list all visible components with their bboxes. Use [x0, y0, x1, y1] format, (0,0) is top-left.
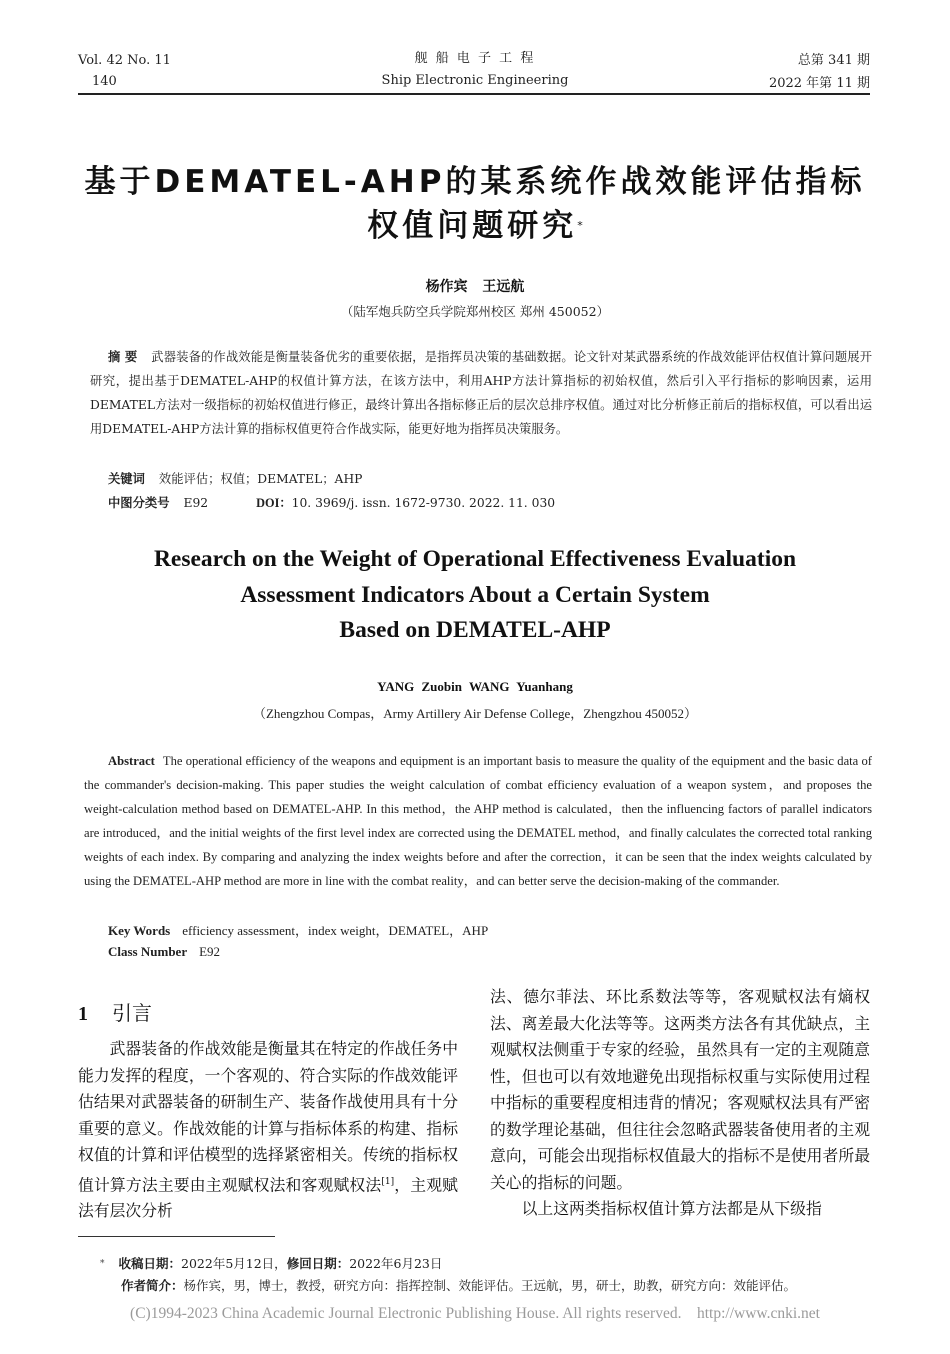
classification-cn-label: 中图分类号 [108, 496, 170, 510]
issue-total: 总第 341 期 [797, 53, 870, 68]
header-rule [78, 93, 870, 95]
keywords-en-label: Key Words [108, 923, 171, 938]
page-number: 140 [92, 74, 117, 89]
received-date: 2022年5月12日， [181, 1256, 287, 1271]
class-number-en [108, 944, 220, 960]
keywords-en-text: efficiency assessment，index weight，DEMATEL，AHP [182, 923, 489, 938]
section-1-number: 1 [78, 1003, 88, 1025]
doi-label: DOI： [256, 496, 292, 510]
body-left-paragraph: 武器装备的作战效能是衡量其在特定的作战任务中能力发挥的程度，一个客观的、符合实际的作战效能评估结果对武器装备的研制生产、装备作战使用具有十分重要的意义。作战效能的计算与指标体系的构建、指标权值的计算和评估模型的选择紧密相关。传统的指标权值计算方法主要由主观赋权法和客观赋权法[1]，主观赋法有层次分析 [78, 1039, 458, 1221]
copyright-line: (C)1994-2023 China Academic Journal Electronic Publishing House. All rights reserved. http://www.cnki.net [130, 1305, 820, 1322]
revised-date: 2022年6月23日 [349, 1256, 443, 1271]
classification-cn [108, 491, 555, 515]
journal-name-cn: 舰 船 电 子 工 程 [414, 51, 536, 66]
issue-date: 2022 年第 11 期 [768, 76, 870, 91]
citation-1: [1] [381, 1176, 395, 1187]
abstract-cn [90, 345, 872, 441]
footnote-star: * [100, 1259, 105, 1269]
classification-cn-value: E92 [183, 496, 209, 510]
keywords-en [108, 920, 488, 939]
abstract-en-text: The operational efficiency of the weapons and equipment is an important basis to measure the quality of the equipment and the basic data of the commander's decision-making. This paper studies the weight calculation of combat efficiency evaluation of a weapon system，and proposes the weight-calculation method based on DEMATEL-AHP. In this method，the AHP method is calculated，then the influencing factors of parallel indicators are introduced，and the initial weights of the first level index are corrected using the DEMATEL method，and finally calculates the corrected total ranking weights of each index. By comparing and analyzing the index weights before and after the correction，it can be seen that the index weights calculated by using the DEMATEL-AHP method are more in line with the combat reality，and can better serve the decision-making of the commander. [84, 754, 872, 888]
title-en [40, 542, 910, 649]
doi-value: 10. 3969/j. issn. 1672-9730. 2022. 11. 030 [291, 496, 556, 510]
title-cn-line2: 权值问题研究* [367, 208, 583, 244]
volume-number: Vol. 42 No. 11 [78, 53, 171, 68]
abstract-en-label: Abstract [108, 754, 155, 768]
body-left-column [78, 1036, 458, 1225]
keywords-cn-text: 效能评估；权值；DEMATEL；AHP [158, 472, 363, 486]
authors-en: YANG Zuobin WANG Yuanhang [377, 679, 573, 694]
title-en-line2: Assessment Indicators About a Certain System [240, 581, 710, 608]
affiliation-en: （Zhengzhou Compas，Army Artillery Air Defense College，Zhengzhou 450052） [252, 706, 698, 721]
revised-label: 修回日期： [286, 1256, 350, 1271]
body-right-paragraph-1: 法、德尔菲法、环比系数法等等，客观赋权法有熵权法、离差最大化法等等。这两类方法各有其优缺点，主观赋权法侧重于专家的经验，虽然具有一定的主观随意性，但也可以有效地避免出现指标权重与实际使用过程中指标的重要程度相违背的情况；客观赋权法具有严密的数学理论基础，但往往会忽略武器装备使用者的主观意向，可能会出现指标权值最大的指标不是使用者所最关心的指标的问题。 [490, 987, 870, 1192]
abstract-cn-label: 摘 要 [108, 350, 138, 364]
abstract-en [84, 749, 872, 893]
bio-label: 作者简介： [121, 1278, 184, 1293]
title-footnote-mark: * [577, 219, 583, 232]
section-1-heading [78, 997, 152, 1026]
class-number-label: Class Number [108, 944, 188, 959]
keywords-cn [108, 467, 362, 491]
abstract-cn-text: 武器装备的作战效能是衡量装备优劣的重要依据，是指挥员决策的基础数据。论文针对某武器系统的作战效能评估权值计算问题展开研究，提出基于DEMATEL-AHP的权值计算方法，在该方法中，利用AHP方法计算指标的初始权值，然后引入平行指标的影响因素，运用DEMATEL方法对一级指标的初始权值进行修正，最终计算出各指标修正后的层次总排序权值。通过对比分析修正前后的指标权值，可以看出运用DEMATEL-AHP方法计算的指标权值更符合作战实际，能更好地为指挥员决策服务。 [90, 350, 872, 436]
affiliation-cn: （陆军炮兵防空兵学院郑州校区 郑州 450052） [340, 304, 610, 319]
journal-name-en: Ship Electronic Engineering [381, 73, 569, 88]
authors-cn: 杨作宾 王远航 [425, 279, 525, 295]
title-en-line1: Research on the Weight of Operational Effectiveness Evaluation [153, 546, 797, 572]
body-right-column [490, 984, 870, 1223]
title-cn-line1: 基于DEMATEL-AHP的某系统作战效能评估指标 [84, 164, 866, 200]
footnote-rule [78, 1236, 275, 1237]
class-number-value: E92 [199, 944, 221, 959]
footnote-bio [121, 1277, 796, 1295]
received-label: 收稿日期： [118, 1256, 182, 1271]
keywords-cn-label: 关键词 [108, 472, 145, 486]
body-right-paragraph-2: 以上这两类指标权值计算方法都是从下级指 [521, 1199, 822, 1218]
footnote-dates [100, 1255, 442, 1273]
title-en-line3: Based on DEMATEL-AHP [339, 617, 611, 643]
bio-text: 杨作宾，男，博士，教授，研究方向：指挥控制、效能评估。王远航，男，研士，助教，研究方向：效能评估。 [183, 1278, 797, 1293]
title-cn [40, 160, 910, 248]
section-1-title: 引言 [112, 1001, 152, 1025]
